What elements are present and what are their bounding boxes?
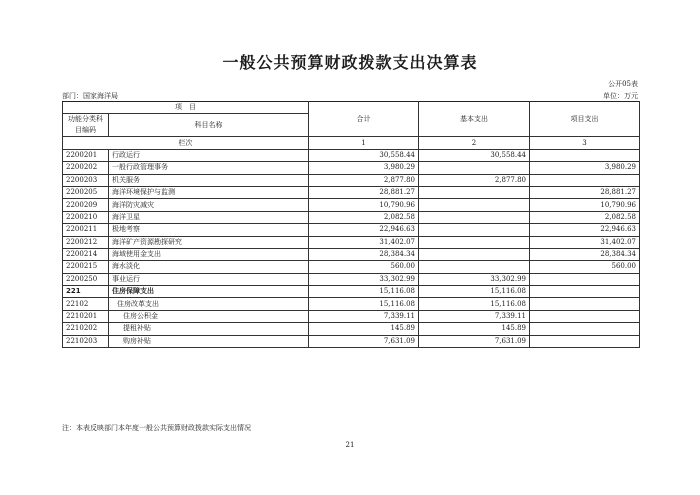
header-project: 项目支出 xyxy=(530,102,640,137)
col-number-2: 2 xyxy=(419,137,530,149)
cell-total: 31,402.07 xyxy=(309,236,419,248)
cell-project xyxy=(530,149,640,161)
cell-project xyxy=(530,323,640,335)
cell-total: 15,116.08 xyxy=(309,286,419,298)
header-func-code: 功能分类科目编码 xyxy=(63,114,109,137)
unit-label: 单位：万元 xyxy=(603,92,638,100)
cell-project: 22,946.63 xyxy=(530,224,640,236)
cell-basic xyxy=(419,199,530,211)
table-row xyxy=(63,236,640,248)
cell-project xyxy=(530,174,640,186)
cell-subject-name: 海洋卫星 xyxy=(109,211,309,223)
cell-total: 33,302.99 xyxy=(309,273,419,285)
cell-total: 145.89 xyxy=(309,323,419,335)
header-item: 项 目 xyxy=(63,102,309,114)
cell-code: 2200205 xyxy=(63,186,109,198)
cell-project xyxy=(530,286,640,298)
col-number-3: 3 xyxy=(530,137,640,149)
cell-subject-name: 提租补贴 xyxy=(109,323,309,335)
cell-basic: 15,116.08 xyxy=(419,298,530,310)
cell-total: 28,881.27 xyxy=(309,186,419,198)
cell-basic xyxy=(419,211,530,223)
form-code: 公开05表 xyxy=(608,80,638,88)
cell-project xyxy=(530,310,640,322)
cell-basic xyxy=(419,186,530,198)
cell-total: 28,384.34 xyxy=(309,248,419,260)
cell-subject-name: 极地考察 xyxy=(109,224,309,236)
cell-basic xyxy=(419,236,530,248)
cell-code: 2200210 xyxy=(63,211,109,223)
column-number-row xyxy=(63,137,640,149)
cell-code: 2200250 xyxy=(63,273,109,285)
cell-project: 10,790.96 xyxy=(530,199,640,211)
cell-subject-name: 行政运行 xyxy=(109,149,309,161)
table-row xyxy=(63,211,640,223)
table-row xyxy=(63,224,640,236)
cell-basic xyxy=(419,162,530,174)
cell-code: 2200203 xyxy=(63,174,109,186)
cell-subject-name: 海洋矿产资源勘探研究 xyxy=(109,236,309,248)
cell-subject-name: 海洋防灾减灾 xyxy=(109,199,309,211)
cell-project: 28,384.34 xyxy=(530,248,640,260)
cell-subject-name: 海水淡化 xyxy=(109,261,309,273)
cell-total: 10,790.96 xyxy=(309,199,419,211)
cell-basic: 33,302.99 xyxy=(419,273,530,285)
cell-code: 2200201 xyxy=(63,149,109,161)
cell-basic: 7,631.09 xyxy=(419,335,530,347)
cell-code: 2200214 xyxy=(63,248,109,260)
cell-basic: 2,877.80 xyxy=(419,174,530,186)
cell-code: 2210203 xyxy=(63,335,109,347)
cell-project xyxy=(530,298,640,310)
table-row xyxy=(63,310,640,322)
table-row xyxy=(63,286,640,298)
table-row xyxy=(63,186,640,198)
cell-total: 7,339.11 xyxy=(309,310,419,322)
header-subject-name: 科目名称 xyxy=(109,114,309,137)
col-number-1: 1 xyxy=(309,137,419,149)
header-total: 合计 xyxy=(309,102,419,137)
budget-table xyxy=(62,101,640,348)
table-row xyxy=(63,174,640,186)
header-basic: 基本支出 xyxy=(419,102,530,137)
cell-total: 2,877.80 xyxy=(309,174,419,186)
cell-project: 28,881.27 xyxy=(530,186,640,198)
table-row xyxy=(63,199,640,211)
footnote: 注：本表反映部门本年度一般公共预算财政拨款实际支出情况 xyxy=(62,424,251,432)
cell-total: 22,946.63 xyxy=(309,224,419,236)
cell-total: 2,082.58 xyxy=(309,211,419,223)
cell-subject-name: 购房补贴 xyxy=(109,335,309,347)
page-number: 21 xyxy=(345,441,355,449)
table-row xyxy=(63,273,640,285)
cell-code: 2200211 xyxy=(63,224,109,236)
cell-basic xyxy=(419,224,530,236)
cell-code: 2210202 xyxy=(63,323,109,335)
cell-subject-name: 住房保障支出 xyxy=(109,286,309,298)
header-row-1 xyxy=(63,102,640,114)
cell-total: 7,631.09 xyxy=(309,335,419,347)
cell-total: 560.00 xyxy=(309,261,419,273)
cell-code: 2200212 xyxy=(63,236,109,248)
cell-project: 2,082.58 xyxy=(530,211,640,223)
cell-total: 30,558.44 xyxy=(309,149,419,161)
table-row xyxy=(63,323,640,335)
cell-project: 560.00 xyxy=(530,261,640,273)
cell-project: 31,402.07 xyxy=(530,236,640,248)
cell-project xyxy=(530,335,640,347)
cell-subject-name: 海洋环境保护与监测 xyxy=(109,186,309,198)
table-body xyxy=(63,149,640,347)
department-label: 部门：国家海洋局 xyxy=(62,92,118,100)
cell-total: 3,980.29 xyxy=(309,162,419,174)
cell-code: 2200209 xyxy=(63,199,109,211)
cell-project: 3,980.29 xyxy=(530,162,640,174)
table-row xyxy=(63,335,640,347)
cell-basic: 15,116.08 xyxy=(419,286,530,298)
cell-basic xyxy=(419,261,530,273)
cell-total: 15,116.08 xyxy=(309,298,419,310)
table-row xyxy=(63,248,640,260)
cell-subject-name: 海域使用金支出 xyxy=(109,248,309,260)
cell-basic xyxy=(419,248,530,260)
table-row xyxy=(63,162,640,174)
cell-subject-name: 住房改革支出 xyxy=(109,298,309,310)
table-row xyxy=(63,149,640,161)
cell-subject-name: 一般行政管理事务 xyxy=(109,162,309,174)
cell-basic: 7,339.11 xyxy=(419,310,530,322)
table-row xyxy=(63,298,640,310)
cell-basic: 30,558.44 xyxy=(419,149,530,161)
page-title: 一般公共预算财政拨款支出决算表 xyxy=(222,53,478,72)
cell-code: 2210201 xyxy=(63,310,109,322)
cell-code: 22102 xyxy=(63,298,109,310)
cell-basic: 145.89 xyxy=(419,323,530,335)
cell-subject-name: 住房公积金 xyxy=(109,310,309,322)
cell-code: 221 xyxy=(63,286,109,298)
cell-subject-name: 机关服务 xyxy=(109,174,309,186)
table-row xyxy=(63,261,640,273)
header-row-no: 栏次 xyxy=(63,137,309,149)
cell-project xyxy=(530,273,640,285)
cell-subject-name: 事业运行 xyxy=(109,273,309,285)
cell-code: 2200215 xyxy=(63,261,109,273)
cell-code: 2200202 xyxy=(63,162,109,174)
